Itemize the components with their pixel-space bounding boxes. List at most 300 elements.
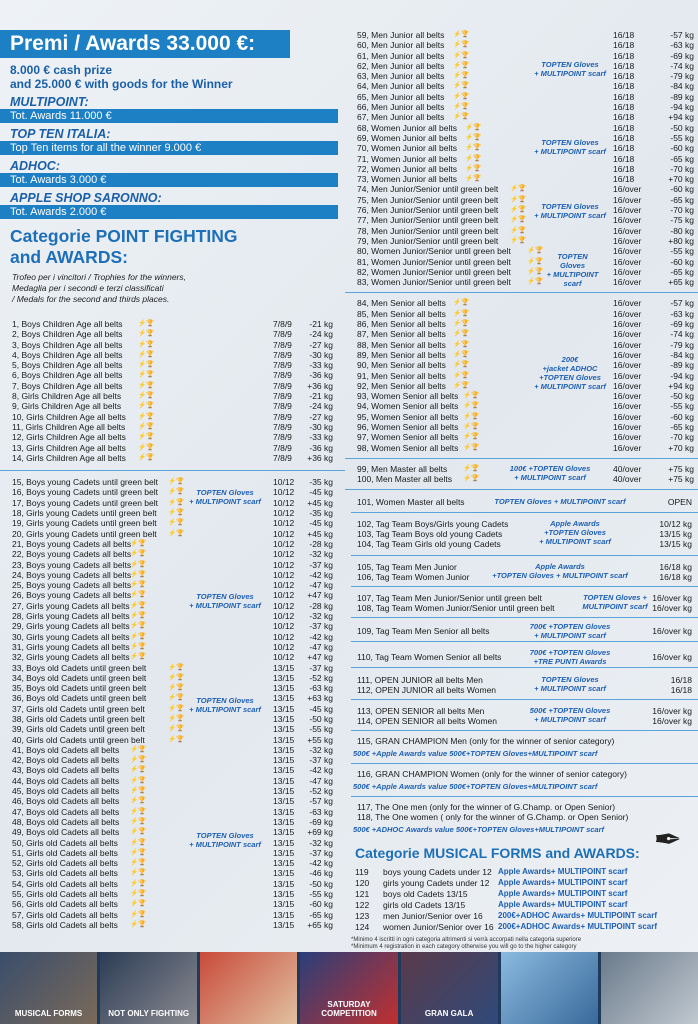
category-row — [0, 621, 345, 631]
category-age: 7/8/9 — [273, 442, 292, 453]
category-age: 10/12 — [273, 487, 295, 498]
category-age: 16/over — [613, 256, 642, 267]
category-age: 13/15 — [273, 662, 295, 673]
prize-value: Tot. Awards 11.000 € — [0, 109, 338, 123]
category-age: 16/over — [613, 411, 642, 422]
trophy-icon: ⚡🏆 — [453, 381, 470, 389]
category-age: 10/12 — [273, 497, 295, 508]
category-weight: -63 kg — [670, 308, 694, 319]
category-age: 13/15 — [273, 744, 295, 755]
category-age: 7/8/9 — [273, 360, 292, 371]
category-weight: -60 kg — [309, 899, 333, 910]
category-name: 95, Women Senior all belts — [357, 411, 459, 422]
photo-caption: NOT ONLY FIGHTING — [108, 1009, 190, 1018]
category-name: 51, Girls old Cadets all belts — [12, 847, 118, 858]
award-label — [480, 562, 640, 580]
category-weight: -84 kg — [670, 349, 694, 360]
category-name: 77, Men Junior/Senior until green belt — [357, 215, 499, 226]
musical-number: 123 — [355, 911, 370, 922]
trophy-icon: ⚡🏆 — [130, 622, 147, 630]
award-line: TOPTEN Gloves + — [583, 593, 647, 603]
prize-value: Tot. Awards 2.000 € — [0, 205, 338, 219]
trophy-icon: ⚡🏆 — [463, 422, 480, 430]
category-name: 19, Girls young Cadets until green belt — [12, 518, 157, 529]
trophy-icon: ⚡🏆 — [130, 581, 147, 589]
category-age: 16/over — [613, 319, 642, 330]
category-name: 99, Men Master all belts — [357, 463, 448, 474]
category-name: 30, Girls young Cadets all belts — [12, 631, 130, 642]
category-weight: +45 kg — [307, 528, 333, 539]
musical-number: 124 — [355, 922, 370, 933]
category-row — [345, 51, 698, 61]
award-line: TOPTEN Gloves — [196, 488, 254, 498]
award-label — [525, 202, 615, 220]
trophy-icon: ⚡🏆 — [130, 601, 147, 609]
category-age: 16/over — [613, 194, 642, 205]
category-weight: -30 kg — [309, 421, 333, 432]
category-weight: -52 kg — [309, 672, 333, 683]
category-row — [0, 910, 345, 920]
category-age: 16/over — [613, 370, 642, 381]
category-row — [0, 549, 345, 559]
category-row — [0, 663, 345, 673]
trophy-icon: ⚡🏆 — [138, 330, 155, 338]
category-row — [0, 498, 345, 508]
trophy-icon: ⚡🏆 — [453, 299, 470, 307]
category-weight: -32 kg — [309, 837, 333, 848]
category-weight: -35 kg — [309, 508, 333, 519]
category-weight: -94 kg — [670, 370, 694, 381]
category-age: 10/12 — [273, 652, 295, 663]
category-name: 80, Women Junior/Senior until green belt — [357, 246, 511, 257]
category-name: 96, Women Senior all belts — [357, 421, 459, 432]
category-name: 15, Boys young Cadets until green belt — [12, 477, 159, 488]
trophy-icon: ⚡🏆 — [463, 412, 480, 420]
category-age: 13/15 — [273, 693, 295, 704]
goods-prize: and 25.000 € with goods for the Winner — [10, 77, 233, 91]
category-row — [345, 267, 698, 277]
category-age: 10/12 — [273, 611, 295, 622]
category-name: 46, Boys old Cadets all belts — [12, 796, 120, 807]
category-row — [345, 319, 698, 329]
category-row — [345, 246, 698, 256]
trophy-icon: ⚡🏆 — [168, 725, 185, 733]
category-weight: -79 kg — [670, 71, 694, 82]
category-name: 2, Boys Children Age all belts — [12, 329, 123, 340]
category-age: 16/18 — [613, 91, 635, 102]
category-name: 78, Men Junior/Senior until green belt — [357, 225, 499, 236]
category-name: 48, Boys old Cadets all belts — [12, 816, 120, 827]
musical-award: Apple Awards+ MULTIPOINT scarf — [498, 867, 628, 877]
category-name: 39, Girls old Cadets until green belt — [12, 724, 145, 735]
award-line: +TOPTEN Gloves — [544, 528, 606, 538]
category-weight: -42 kg — [309, 631, 333, 642]
trophy-icon: ⚡🏆 — [130, 550, 147, 558]
category-row — [0, 477, 345, 487]
trophy-icon: ⚡🏆 — [168, 529, 185, 537]
category-weight: -45 kg — [309, 703, 333, 714]
musical-title: Categorie MUSICAL FORMS and AWARDS: — [355, 845, 640, 862]
category-row — [0, 765, 345, 775]
category-name: 42, Boys old Cadets all belts — [12, 755, 120, 766]
award-line: TOPTEN Gloves — [541, 202, 599, 211]
category-row — [0, 590, 345, 600]
photo-strip — [0, 952, 698, 1024]
category-weight: -50 kg — [670, 391, 694, 402]
left-column — [0, 0, 345, 930]
trophy-icon: ⚡🏆 — [453, 320, 470, 328]
category-age: 40/over — [613, 463, 642, 474]
award-label — [575, 593, 655, 611]
category-name: 17, Boys young Cadets until green belt — [12, 497, 159, 508]
category-name: 107, Tag Team Men Junior/Senior until green belt — [357, 593, 542, 604]
category-weight: -60 kg — [670, 411, 694, 422]
category-row — [345, 205, 698, 215]
category-age: 16/over kg — [652, 652, 692, 663]
trophy-icon: ⚡🏆 — [168, 478, 185, 486]
trophy-icon: ⚡🏆 — [465, 144, 482, 152]
category-row — [345, 61, 698, 71]
musical-category: women Junior/Senior over 16 — [383, 922, 494, 933]
category-row — [345, 329, 698, 339]
category-weight: -55 kg — [309, 724, 333, 735]
category-row — [0, 796, 345, 806]
category-age: 10/12 — [273, 631, 295, 642]
category-name: 60, Men Junior all belts — [357, 40, 445, 51]
category-age: 7/8/9 — [273, 421, 292, 432]
trophy-icon: ⚡🏆 — [168, 509, 185, 517]
trophy-icon: ⚡🏆 — [130, 838, 147, 846]
awards-banner: Premi / Awards 33.000 €: — [0, 30, 290, 58]
event-photo — [601, 952, 698, 1024]
musical-award: 200€+ADHOC Awards+ MULTIPOINT scarf — [498, 922, 658, 932]
trophy-icon: ⚡🏆 — [510, 236, 527, 244]
category-row — [0, 652, 345, 662]
category-age: 13/15 — [273, 837, 295, 848]
category-age: 10/12 — [273, 538, 295, 549]
category-row — [345, 226, 698, 236]
category-row — [0, 432, 345, 442]
category-weight: -30 kg — [309, 349, 333, 360]
category-weight: -74 kg — [670, 60, 694, 71]
category-name: 6, Boys Children Age all belts — [12, 370, 123, 381]
category-name: 34, Boys old Cadets until green belt — [12, 672, 147, 683]
award-line: + MULTIPOINT scarf — [534, 631, 606, 641]
award-label — [515, 706, 625, 724]
trophy-icon: ⚡🏆 — [453, 41, 470, 49]
category-row — [0, 453, 345, 463]
trophy-icon: ⚡🏆 — [130, 797, 147, 805]
award-line: TOPTEN Gloves + MULTIPOINT scarf — [494, 497, 626, 507]
category-weight: -70 kg — [670, 163, 694, 174]
trophy-icon: ⚡🏆 — [168, 694, 185, 702]
category-weight: +65 kg — [668, 277, 694, 288]
category-age: 10/12 — [273, 590, 295, 601]
category-name: 33, Boys old Cadets until green belt — [12, 662, 147, 673]
category-weight: -69 kg — [670, 50, 694, 61]
event-photo — [300, 952, 397, 1024]
divider — [351, 667, 698, 668]
trophy-icon: ⚡🏆 — [510, 185, 527, 193]
category-name: 12, Girls Children Age all belts — [12, 432, 126, 443]
category-name: 8, Girls Children Age all belts — [12, 391, 122, 402]
category-name: 63, Men Junior all belts — [357, 71, 445, 82]
trophy-icon: ⚡🏆 — [130, 591, 147, 599]
category-row — [345, 184, 698, 194]
category-name: 71, Women Junior all belts — [357, 153, 458, 164]
trophy-icon: ⚡🏆 — [130, 890, 147, 898]
category-row — [345, 412, 698, 422]
category-age: 13/15 — [273, 919, 295, 930]
category-weight: -50 kg — [309, 713, 333, 724]
category-age: 16/18 — [613, 30, 635, 40]
category-age: 7/8/9 — [273, 370, 292, 381]
category-weight: -69 kg — [670, 319, 694, 330]
category-age: 13/15 — [273, 899, 295, 910]
category-row — [0, 539, 345, 549]
category-name: 69, Women Junior all belts — [357, 132, 458, 143]
category-weight: +36 kg — [307, 452, 333, 463]
category-row — [0, 529, 345, 539]
category-age: 13/15 — [273, 713, 295, 724]
category-row — [345, 174, 698, 184]
category-weight: -70 kg — [670, 432, 694, 443]
trophy-icon: ⚡🏆 — [130, 745, 147, 753]
trophy-icon: ⚡🏆 — [465, 175, 482, 183]
category-name: 52, Girls old Cadets all belts — [12, 858, 118, 869]
category-name: 59, Men Junior all belts — [357, 30, 445, 40]
event-photo — [200, 952, 297, 1024]
category-age: 10/12 — [273, 528, 295, 539]
category-name: 49, Boys old Cadets all belts — [12, 827, 120, 838]
category-weight: -65 kg — [670, 194, 694, 205]
category-weight: +69 kg — [307, 827, 333, 838]
category-age: 7/8/9 — [273, 349, 292, 360]
category-row — [357, 736, 696, 746]
category-name: 40, Girls old Cadets until green belt — [12, 734, 145, 745]
category-row — [345, 391, 698, 401]
category-name: 79, Men Junior/Senior until green belt — [357, 235, 499, 246]
category-age: 16/over kg — [652, 593, 692, 604]
award-line: + MULTIPOINT scarf — [539, 537, 611, 547]
musical-category: men Junior/Senior over 16 — [383, 911, 483, 922]
trophy-note-1: Trofeo per i vincitori / Trophies for the winners, — [12, 272, 187, 282]
category-age: 13/15 — [273, 765, 295, 776]
trophy-icon: ⚡🏆 — [463, 475, 480, 483]
category-age: 13/15 — [273, 703, 295, 714]
award-label — [525, 519, 625, 546]
category-name: 5, Boys Children Age all belts — [12, 360, 123, 371]
category-name: 45, Boys old Cadets all belts — [12, 786, 120, 797]
category-row — [345, 30, 698, 40]
category-weight: -32 kg — [309, 549, 333, 560]
category-name: 82, Women Junior/Senior until green belt — [357, 266, 511, 277]
category-name: 21, Boys young Cadets all belts — [12, 538, 132, 549]
category-age: 16/over — [613, 308, 642, 319]
category-name: 11, Girls Children Age all belts — [12, 421, 126, 432]
category-age: 7/8/9 — [273, 391, 292, 402]
trophy-icon: ⚡🏆 — [510, 195, 527, 203]
point-fighting-title: Categorie POINT FIGHTING — [10, 226, 238, 246]
category-weight: -57 kg — [309, 796, 333, 807]
category-row — [0, 673, 345, 683]
trophy-icon: ⚡🏆 — [453, 330, 470, 338]
musical-section — [345, 843, 698, 951]
category-row — [345, 71, 698, 81]
award-line: TOPTEN Gloves — [541, 60, 599, 69]
category-name: 89, Men Senior all belts — [357, 349, 446, 360]
divider — [351, 763, 698, 764]
group-cadets — [0, 477, 345, 930]
category-name: 37, Girls old Cadets until green belt — [12, 703, 145, 714]
category-age: 13/15 — [273, 734, 295, 745]
award-label — [545, 252, 600, 288]
category-row — [0, 360, 345, 370]
divider — [351, 555, 698, 556]
divider — [345, 292, 698, 293]
trophy-icon: ⚡🏆 — [527, 257, 544, 265]
divider — [351, 796, 698, 797]
trophy-icon: ⚡🏆 — [130, 776, 147, 784]
trophy-icon: ⚡🏆 — [453, 72, 470, 80]
category-age: 16/over — [613, 215, 642, 226]
category-row — [345, 92, 698, 102]
category-age: 16/over — [613, 401, 642, 412]
trophy-icon: ⚡🏆 — [510, 206, 527, 214]
trophy-icon: ⚡🏆 — [453, 61, 470, 69]
category-name: 20, Girls young Cadets until green belt — [12, 528, 157, 539]
trophy-icon: ⚡🏆 — [463, 443, 480, 451]
award-label — [475, 464, 625, 482]
category-age: 16/18 — [613, 174, 635, 185]
category-age: 16/18 — [613, 102, 635, 113]
category-row — [345, 340, 698, 350]
trophy-note-2: Medaglia per i secondi e terzi classificati — [12, 283, 164, 293]
category-weight: -33 kg — [309, 360, 333, 371]
award-label — [525, 138, 615, 156]
category-name: 31, Girls young Cadets all belts — [12, 641, 130, 652]
category-age: 16/18 — [613, 40, 635, 51]
divider — [351, 617, 698, 618]
category-age: 16/over — [613, 235, 642, 246]
trophy-icon: ⚡🏆 — [138, 392, 155, 400]
category-weight: -84 kg — [670, 81, 694, 92]
category-age: 13/15 — [273, 909, 295, 920]
musical-row — [353, 878, 698, 889]
category-weight: -37 kg — [309, 755, 333, 766]
category-weight: -63 kg — [309, 683, 333, 694]
category-row — [0, 319, 345, 329]
award-line: + MULTIPOINT scarf — [534, 684, 606, 694]
category-row — [0, 724, 345, 734]
category-name: 36, Boys old Cadets until green belt — [12, 693, 147, 704]
award-line: + MULTIPOINT scarf — [534, 147, 606, 156]
category-weight: -89 kg — [670, 91, 694, 102]
category-row — [0, 350, 345, 360]
category-name: 93, Women Senior all belts — [357, 391, 459, 402]
award-line: + MULTIPOINT — [546, 270, 599, 279]
category-row — [0, 443, 345, 453]
trophy-icon: ⚡🏆 — [453, 350, 470, 358]
category-row — [0, 422, 345, 432]
category-name: 43, Boys old Cadets all belts — [12, 765, 120, 776]
prize-label: APPLE SHOP SARONNO: — [10, 191, 162, 205]
category-age: 13/15 — [273, 858, 295, 869]
group-children — [0, 319, 345, 463]
category-name: 116, GRAN CHAMPION Women (only for the winner of senior category) — [357, 769, 627, 780]
award-line: TOPTEN Gloves — [541, 138, 599, 147]
category-age: 16/over kg — [652, 716, 692, 727]
category-age: 13/15 — [273, 786, 295, 797]
category-weight: +45 kg — [307, 497, 333, 508]
photo-caption: SATURDAY COMPETITION — [321, 1000, 377, 1018]
musical-row — [353, 922, 698, 933]
award-line: 200€ — [561, 355, 579, 365]
category-name: 76, Men Junior/Senior until green belt — [357, 205, 499, 216]
category-row — [0, 704, 345, 714]
category-age: 13/15 — [273, 755, 295, 766]
trophy-icon: ⚡🏆 — [453, 103, 470, 111]
musical-list — [345, 867, 698, 933]
trophy-icon: ⚡🏆 — [168, 735, 185, 743]
category-age: 16/over kg — [652, 706, 692, 717]
category-weight: -79 kg — [670, 339, 694, 350]
musical-row — [353, 867, 698, 878]
musical-number: 120 — [355, 878, 370, 889]
award-line: Gloves — [559, 261, 585, 270]
category-weight: -24 kg — [309, 329, 333, 340]
trophy-icon: ⚡🏆 — [465, 164, 482, 172]
category-weight: -42 kg — [309, 765, 333, 776]
group-senior — [345, 298, 698, 452]
award-line: TOPTEN Gloves — [541, 675, 599, 685]
trophy-icon: ⚡🏆 — [130, 828, 147, 836]
trophy-icon: ⚡🏆 — [130, 612, 147, 620]
category-name: 115, GRAN CHAMPION Men (only for the winner of senior category) — [357, 736, 615, 747]
category-weight: -27 kg — [309, 411, 333, 422]
trophy-icon: ⚡🏆 — [465, 133, 482, 141]
category-age: 16/over — [613, 329, 642, 340]
category-age: 13/15 — [273, 889, 295, 900]
category-weight: +47 kg — [307, 590, 333, 601]
category-row — [345, 422, 698, 432]
category-name: 81, Women Junior/Senior until green belt — [357, 256, 511, 267]
divider — [345, 458, 698, 459]
trophy-icon: ⚡🏆 — [130, 766, 147, 774]
category-name: 38, Girls old Cadets until green belt — [12, 713, 145, 724]
category-weight: -50 kg — [670, 122, 694, 133]
divider — [351, 699, 698, 700]
category-age: 10/12 — [273, 569, 295, 580]
category-age: 16/18 — [613, 122, 635, 133]
category-weight: -45 kg — [309, 518, 333, 529]
category-name: 70, Women Junior all belts — [357, 143, 458, 154]
category-weight: -50 kg — [309, 878, 333, 889]
category-row — [345, 102, 698, 112]
category-name: 67, Men Junior all belts — [357, 112, 445, 123]
category-age: 13/15 — [273, 816, 295, 827]
award-line: +jacket ADHOC — [542, 364, 598, 374]
category-age: 16/18 kg — [659, 562, 692, 573]
category-row — [0, 570, 345, 580]
category-weight: -21 kg — [309, 391, 333, 402]
trophy-icon: ⚡🏆 — [138, 340, 155, 348]
category-age: 13/15 — [273, 724, 295, 735]
note-it: *Minimo 4 iscritti in ogni categoria altrimenti si verrà accorpati nella categoria superiore — [351, 937, 582, 944]
category-row — [0, 714, 345, 724]
category-weight: -63 kg — [309, 806, 333, 817]
trophy-icon: ⚡🏆 — [463, 464, 480, 472]
